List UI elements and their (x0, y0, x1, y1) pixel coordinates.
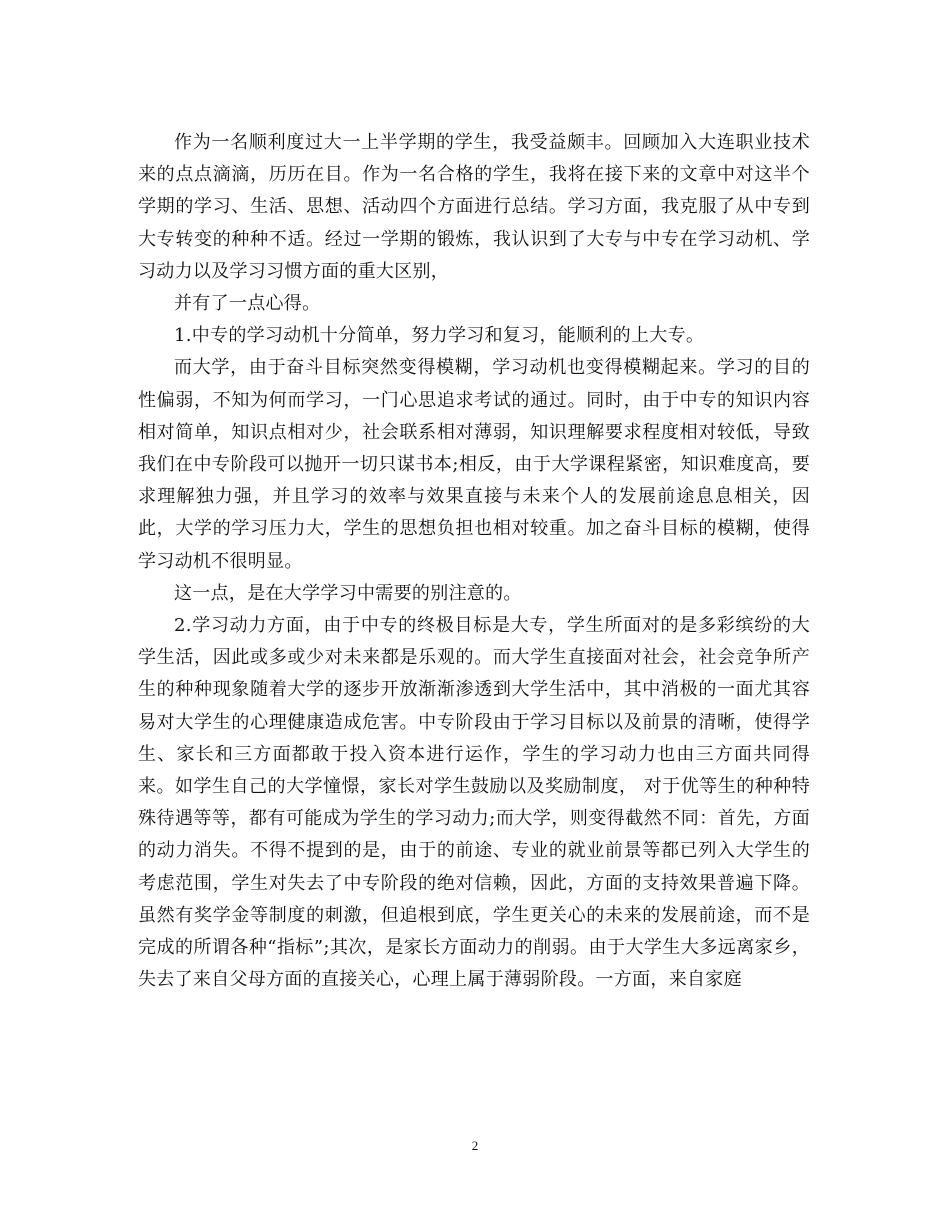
paragraph: 1.中专的学习动机十分简单，努力学习和复习，能顺利的上大专。 (174, 325, 705, 347)
paragraph: 2.学习动力方面，由于中专的终极目标是大专，学生所面对的是多彩缤纷的大学生活，因此或多或少对未来都是乐观的。而大学生直接面对社会，社会竞争所产生的种种现象随着大学的逐步开放渐渐渗透到大学生活中，其中消极的一面尤其容易对大学生的心理健康造成危害。中专阶段由于学习目标以及前景的清晰，使得学生、家长和三方面都敢于投入资本进行运作，学生的学习动力也由三方面共同得来。如学生自己的大学憧憬，家长对学生鼓励以及奖励制度， 对于优等生的种种特殊待遇等等，都有可能成为学生的学习动力;而大学，则变得截然不同：首先，方面的动力消失。不得不提到的是，由于的前途、专业的就业前景等都已列入大学生的考虑范围，学生对失去了中专阶段的绝对信赖，因此，方面的支持效果普遍下降。虽然有奖学金等制度的刺激，但追根到底，学生更关心的未来的发展前途，而不是完成的所谓各种“指标”;其次，是家长方面动力的削弱。由于大学生大多远离家乡，失去了来自父母方面的直接关心，心理上属于薄弱阶段。一方面，来自家庭 (138, 615, 810, 991)
document-body (138, 127, 810, 996)
page-number: 2 (471, 1138, 479, 1153)
paragraph: 而大学，由于奋斗目标突然变得模糊，学习动机也变得模糊起来。学习的目的性偏弱，不知为何而学习，一门心思追求考试的通过。同时，由于中专的知识内容相对简单，知识点相对少，社会联系相对薄弱，知识理解要求程度相对较低，导致我们在中专阶段可以抛开一切只谋书本;相反，由于大学课程紧密，知识难度高，要求理解独力强，并且学习的效率与效果直接与未来个人的发展前途息息相关，因此，大学的学习压力大，学生的思想负担也相对较重。加之奋斗目标的模糊，使得学习动机不很明显。 (138, 357, 810, 572)
paragraph: 这一点，是在大学学习中需要的别注意的。 (174, 582, 522, 604)
paragraph: 并有了一点心得。 (174, 293, 321, 315)
paragraph: 作为一名顺利度过大一上半学期的学生，我受益颇丰。回顾加入大连职业技术来的点点滴滴，历历在目。作为一名合格的学生，我将在接下来的文章中对这半个学期的学习、生活、思想、活动四个方面进行总结。学习方面，我克服了从中专到大专转变的种种不适。经过一学期的锻炼，我认识到了大专与中专在学习动机、学习动力以及学习习惯方面的重大区别， (138, 132, 810, 282)
